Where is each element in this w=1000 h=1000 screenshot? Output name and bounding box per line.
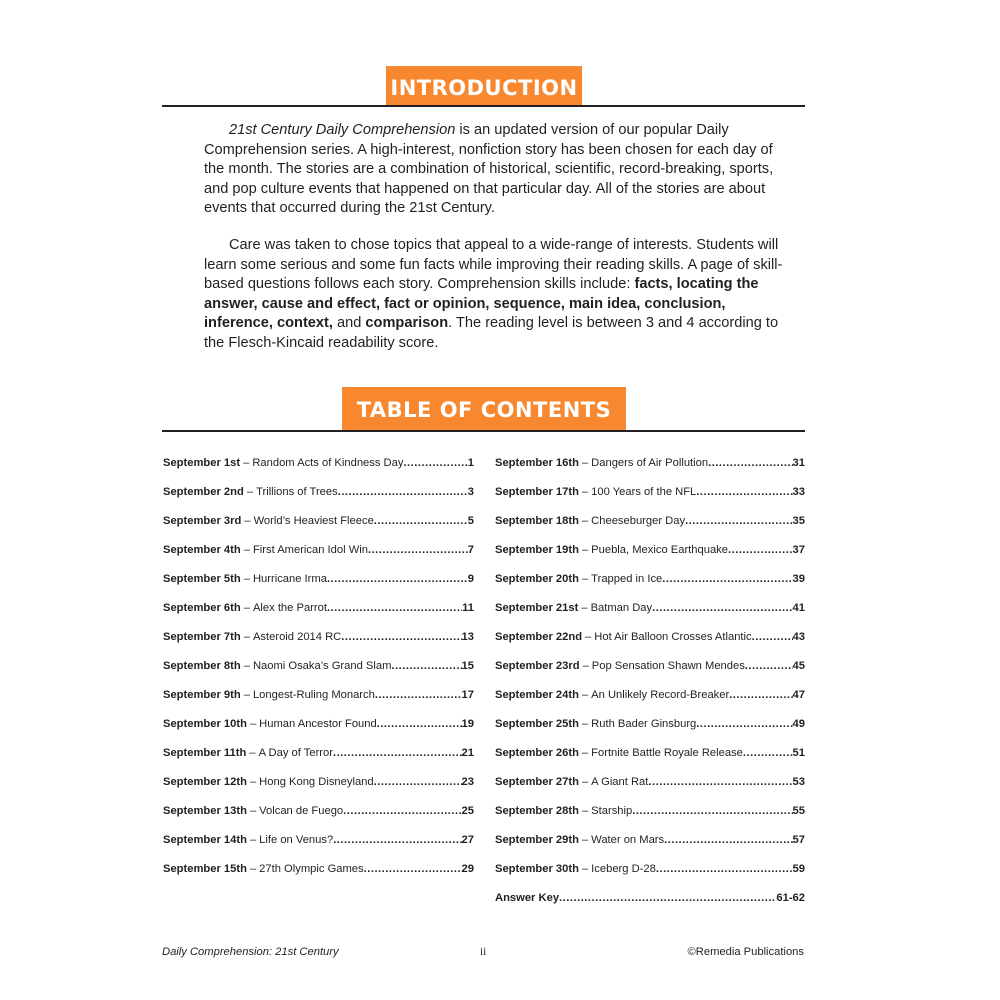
toc-entry-dash: – <box>581 863 589 875</box>
toc-entry <box>163 863 474 892</box>
intro-paragraph-2-end: . The reading level is between 3 and 4 according to the Flesch-Kincaid readability score. <box>204 315 779 351</box>
toc-entry-leader-dots <box>338 486 468 498</box>
toc-entry-page: 49 <box>792 718 805 730</box>
toc-entry-leader-dots <box>341 631 461 643</box>
toc-entry-page: 33 <box>792 486 805 498</box>
toc-entry-page: 13 <box>461 631 474 643</box>
table-of-contents-heading: TABLE OF CONTENTS <box>342 387 626 430</box>
toc-entry-leader-dots <box>375 689 462 701</box>
toc-entry-leader-dots <box>648 776 792 788</box>
toc-entry-leader-dots <box>664 834 792 846</box>
toc-entry-page: 7 <box>467 544 474 556</box>
toc-entry-title: Fortnite Battle Royale Release <box>591 747 743 759</box>
toc-entry-title: Cheeseburger Day <box>591 515 686 527</box>
toc-entry-leader-dots <box>327 573 468 585</box>
table-of-contents-rule <box>162 430 805 432</box>
toc-entry-page: 35 <box>792 515 805 527</box>
toc-right-column <box>495 457 805 921</box>
toc-entry-page: 23 <box>461 776 474 788</box>
toc-entry-leader-dots <box>559 892 776 904</box>
toc-entry-date: September 29th <box>495 834 579 846</box>
toc-entry-page: 21 <box>461 747 474 759</box>
toc-entry <box>495 515 805 544</box>
toc-entry-leader-dots <box>745 660 793 672</box>
toc-entry-title: Iceberg D-28 <box>591 863 656 875</box>
toc-entry <box>163 660 474 689</box>
toc-entry-date: September 18th <box>495 515 579 527</box>
toc-entry-dash: – <box>249 747 256 759</box>
toc-entry-page: 51 <box>792 747 805 759</box>
toc-entry-dash: – <box>585 631 592 643</box>
toc-entry-date: Answer Key <box>495 892 560 904</box>
toc-entry <box>163 515 474 544</box>
toc-entry-title: A Giant Rat <box>591 776 649 788</box>
toc-entry-title: Pop Sensation Shawn Mendes <box>591 660 745 672</box>
toc-entry-title: Naomi Osaka’s Grand Slam <box>252 660 392 672</box>
intro-paragraph-2-lead: Care was taken to chose topics that appeal to a wide-range of interests. Students will learn some serious and some fun facts while improving their reading skills. A page of skill-based questions follows each story. Comprehension skills include: <box>204 236 783 293</box>
toc-entry-dash: – <box>581 776 589 788</box>
toc-entry <box>495 602 805 631</box>
toc-entry-title: Ruth Bader Ginsburg <box>591 718 697 730</box>
toc-entry-date: September 7th <box>163 631 241 643</box>
toc-entry-leader-dots <box>685 515 792 527</box>
toc-entry <box>163 457 474 486</box>
toc-entry-leader-dots <box>368 544 468 556</box>
toc-entry-title: 100 Years of the NFL <box>591 486 697 498</box>
toc-entry-dash: – <box>581 834 589 846</box>
toc-entry-date: September 17th <box>495 486 579 498</box>
toc-entry-title: Hong Kong Disneyland <box>259 776 374 788</box>
toc-entry-dash: – <box>243 631 250 643</box>
toc-entry-dash: – <box>581 486 589 498</box>
toc-entry-leader-dots <box>752 631 793 643</box>
toc-entry-leader-dots <box>327 602 462 614</box>
toc-entry-page: 9 <box>467 573 474 585</box>
toc-entry-date: September 16th <box>495 457 579 469</box>
toc-entry-date: September 24th <box>495 689 579 701</box>
toc-entry-title: Random Acts of Kindness Day <box>252 457 404 469</box>
toc-entry-dash: – <box>249 863 257 875</box>
toc-entry-leader-dots <box>343 805 461 817</box>
toc-entry-page: 17 <box>461 689 474 701</box>
toc-entry-page: 11 <box>462 602 474 614</box>
toc-entry-dash: – <box>249 776 257 788</box>
toc-entry-dash: – <box>582 660 589 672</box>
toc-entry <box>495 457 805 486</box>
toc-entry-date: September 11th <box>163 747 247 759</box>
skill-comparison: comparison <box>365 315 449 332</box>
toc-entry-title: First American Idol Win <box>252 544 368 556</box>
toc-entry-page: 29 <box>461 863 474 875</box>
toc-entry-dash: – <box>249 718 257 730</box>
toc-entry <box>163 544 474 573</box>
toc-entry-leader-dots <box>333 834 461 846</box>
toc-entry-page: 47 <box>792 689 805 701</box>
toc-entry-date: September 4th <box>163 544 241 556</box>
toc-entry-page: 1 <box>467 457 474 469</box>
toc-entry-leader-dots <box>743 747 793 759</box>
toc-entry <box>495 573 805 602</box>
toc-entry-dash: – <box>581 602 588 614</box>
toc-entry-leader-dots <box>632 805 792 817</box>
toc-entry-dash: – <box>243 689 250 701</box>
toc-entry-leader-dots <box>652 602 792 614</box>
toc-entry-date: September 1st <box>163 457 241 469</box>
toc-entry-title: Alex the Parrot <box>252 602 327 614</box>
toc-entry <box>495 834 805 863</box>
toc-entry-dash: – <box>581 718 589 730</box>
toc-entry <box>495 747 805 776</box>
toc-entry-title: Trillions of Trees <box>256 486 338 498</box>
toc-entry-leader-dots <box>374 776 462 788</box>
toc-entry-title: World’s Heaviest Fleece <box>253 515 374 527</box>
toc-entry-title: 27th Olympic Games <box>259 863 364 875</box>
book-title: 21st Century Daily Comprehension <box>229 122 456 138</box>
toc-entry-date: September 3rd <box>163 515 242 527</box>
intro-paragraph-1 <box>204 121 784 219</box>
footer-page-number: ii <box>480 946 487 958</box>
toc-entry-page: 43 <box>792 631 805 643</box>
toc-entry <box>163 718 474 747</box>
toc-entry-date: September 28th <box>495 805 579 817</box>
toc-entry-leader-dots <box>403 457 467 469</box>
toc-entry <box>495 631 805 660</box>
toc-left-column <box>163 457 474 892</box>
toc-entry-leader-dots <box>696 718 792 730</box>
toc-entry-page: 53 <box>792 776 805 788</box>
toc-entry-page: 57 <box>792 834 805 846</box>
toc-entry-leader-dots <box>656 863 793 875</box>
toc-entry-leader-dots <box>729 689 792 701</box>
toc-entry-date: September 21st <box>495 602 579 614</box>
toc-entry-page: 55 <box>792 805 805 817</box>
toc-entry <box>495 892 805 921</box>
toc-entry-page: 61-62 <box>776 892 805 904</box>
toc-entry-leader-dots <box>374 515 468 527</box>
toc-entry-leader-dots <box>728 544 793 556</box>
toc-entry-leader-dots <box>696 486 792 498</box>
toc-entry-dash: – <box>249 805 257 817</box>
toc-entry-title: Starship <box>591 805 633 817</box>
toc-entry-dash: – <box>581 515 589 527</box>
toc-entry-date: September 20th <box>495 573 579 585</box>
toc-entry-page: 45 <box>792 660 805 672</box>
toc-entry-leader-dots <box>391 660 461 672</box>
intro-paragraph-1-text: is an updated version of our popular Daily Comprehension series. A high-interest, nonfiction story has been chosen for each day of the month. The stories are a combination of historical, scientific, record-breaking, sports, and pop culture events that happened on that particular day. All of the stories are about events that occurred during the 21st Century. <box>204 122 774 217</box>
introduction-heading: INTRODUCTION <box>386 66 582 106</box>
toc-entry <box>163 747 474 776</box>
toc-entry <box>495 660 805 689</box>
toc-entry-leader-dots <box>364 863 462 875</box>
toc-entry <box>495 486 805 515</box>
toc-entry <box>495 689 805 718</box>
toc-entry-page: 37 <box>792 544 805 556</box>
toc-entry-title: An Unlikely Record-Breaker <box>591 689 730 701</box>
toc-entry-title: Batman Day <box>590 602 653 614</box>
toc-entry-date: September 2nd <box>163 486 244 498</box>
toc-entry-date: September 14th <box>163 834 247 846</box>
toc-entry-date: September 26th <box>495 747 579 759</box>
intro-paragraph-2 <box>204 236 784 354</box>
toc-entry-dash: – <box>249 834 257 846</box>
toc-entry <box>163 631 474 660</box>
toc-entry-title: Volcan de Fuego <box>259 805 344 817</box>
toc-entry-dash: – <box>243 573 250 585</box>
toc-entry-dash: – <box>243 602 250 614</box>
footer-book-title: Daily Comprehension: 21st Century <box>162 946 339 958</box>
toc-entry-dash: – <box>244 515 251 527</box>
toc-entry-date: September 6th <box>163 602 241 614</box>
toc-entry-date: September 12th <box>163 776 247 788</box>
toc-entry-dash: – <box>246 486 254 498</box>
footer-copyright: ©Remedia Publications <box>687 946 804 958</box>
toc-entry-title: Hot Air Balloon Crosses Atlantic <box>594 631 752 643</box>
toc-entry-page: 25 <box>461 805 474 817</box>
toc-entry-dash: – <box>243 660 250 672</box>
toc-entry <box>163 834 474 863</box>
toc-entry-page: 19 <box>461 718 474 730</box>
toc-entry-page: 39 <box>792 573 805 585</box>
toc-entry-date: September 10th <box>163 718 247 730</box>
toc-entry-dash: – <box>243 457 250 469</box>
toc-entry <box>163 602 474 631</box>
toc-entry-title: Hurricane Irma <box>252 573 327 585</box>
toc-entry <box>163 486 474 515</box>
toc-entry-date: September 30th <box>495 863 579 875</box>
toc-entry-title: Human Ancestor Found <box>259 718 377 730</box>
toc-entry-date: September 13th <box>163 805 247 817</box>
toc-entry-title: Life on Venus? <box>259 834 334 846</box>
toc-entry-page: 5 <box>467 515 474 527</box>
toc-entry-date: September 25th <box>495 718 579 730</box>
skills-list: facts, locating the answer, cause and effect, fact or opinion, sequence, main idea, conclusion, inference, context, <box>204 276 759 332</box>
toc-entry-page: 3 <box>467 486 474 498</box>
toc-entry-date: September 8th <box>163 660 241 672</box>
toc-entry-page: 59 <box>792 863 805 875</box>
toc-entry-dash: – <box>581 689 589 701</box>
toc-entry-title: Puebla, Mexico Earthquake <box>591 544 728 556</box>
toc-entry <box>163 689 474 718</box>
toc-entry-dash: – <box>581 544 589 556</box>
toc-entry <box>495 863 805 892</box>
intro-and: and <box>332 315 366 332</box>
toc-entry-page: 27 <box>461 834 474 846</box>
toc-entry <box>495 805 805 834</box>
toc-entry <box>495 776 805 805</box>
introduction-rule <box>162 105 805 107</box>
toc-entry-dash: – <box>581 747 589 759</box>
toc-entry-title: Water on Mars <box>591 834 665 846</box>
toc-entry-date: September 5th <box>163 573 241 585</box>
toc-entry <box>163 573 474 602</box>
toc-entry-dash: – <box>243 544 250 556</box>
toc-entry-page: 15 <box>461 660 474 672</box>
toc-entry <box>163 805 474 834</box>
toc-entry-dash: – <box>581 457 589 469</box>
toc-entry-date: September 22nd <box>495 631 583 643</box>
introduction-body <box>204 121 784 371</box>
toc-entry <box>495 718 805 747</box>
toc-entry-title: Trapped in Ice <box>591 573 663 585</box>
toc-entry-leader-dots <box>333 747 462 759</box>
toc-entry-date: September 23rd <box>495 660 580 672</box>
toc-entry-title: Dangers of Air Pollution <box>591 457 709 469</box>
toc-entry-title: Longest-Ruling Monarch <box>252 689 375 701</box>
toc-entry-leader-dots <box>662 573 792 585</box>
toc-entry-date: September 27th <box>495 776 579 788</box>
toc-entry-page: 31 <box>792 457 805 469</box>
toc-entry <box>163 776 474 805</box>
toc-entry <box>495 544 805 573</box>
toc-entry-date: September 19th <box>495 544 579 556</box>
toc-entry-title: Asteroid 2014 RC <box>252 631 342 643</box>
toc-entry-leader-dots <box>377 718 462 730</box>
toc-entry-title: A Day of Terror <box>258 747 333 759</box>
toc-entry-leader-dots <box>708 457 792 469</box>
toc-entry-date: September 9th <box>163 689 241 701</box>
toc-entry-page: 41 <box>792 602 805 614</box>
toc-entry-date: September 15th <box>163 863 247 875</box>
toc-entry-dash: – <box>581 805 589 817</box>
toc-entry-dash: – <box>581 573 589 585</box>
